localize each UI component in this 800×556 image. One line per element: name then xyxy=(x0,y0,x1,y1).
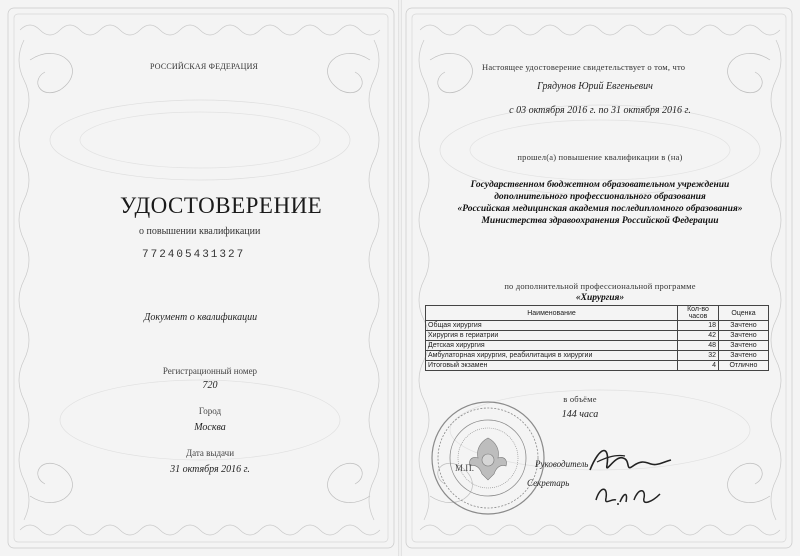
course-name: Общая хирургия xyxy=(426,321,678,331)
table-row xyxy=(426,351,769,361)
table-row xyxy=(426,331,769,341)
official-seal xyxy=(428,398,548,518)
person-name: Грядунов Юрий Евгеньевич xyxy=(537,81,653,92)
course-hours: 48 xyxy=(678,341,719,351)
registration-label: Регистрационный номер xyxy=(162,366,258,376)
program-label: по дополнительной профессиональной программе xyxy=(504,281,696,291)
registration-number: 720 xyxy=(202,380,218,391)
city-label: Город xyxy=(198,406,222,416)
table-row xyxy=(426,341,769,351)
page-fold xyxy=(398,0,402,556)
table-row xyxy=(426,321,769,331)
document-subtitle: о повышении квалификации xyxy=(139,226,261,237)
course-grade: Зачтено xyxy=(719,351,769,361)
institution-line-4: Министерства здравоохранения Российской Федерации xyxy=(481,216,719,226)
course-grade: Отлично xyxy=(719,361,769,371)
institution-line-1: Государственном бюджетном образовательном учреждении xyxy=(470,180,730,190)
intro-text: Настоящее удостоверение свидетельствует о том, что xyxy=(482,62,686,72)
program-name: «Хирургия» xyxy=(575,293,625,303)
volume-value: 144 часа xyxy=(561,409,599,420)
city-value: Москва xyxy=(194,422,226,433)
header-hours: Кол-во часов xyxy=(678,306,719,321)
course-grade: Зачтено xyxy=(719,331,769,341)
document-title: УДОСТОВЕРЕНИЕ xyxy=(120,193,323,218)
table-row xyxy=(426,361,769,371)
passed-text: прошел(а) повышение квалификации в (на) xyxy=(517,152,683,162)
course-name: Детская хирургия xyxy=(426,341,678,351)
document-type: Документ о квалификации xyxy=(144,312,258,323)
secretary-label: Секретарь xyxy=(527,478,570,488)
courses-table xyxy=(425,305,769,371)
secretary-signature-icon xyxy=(590,478,670,510)
course-grade: Зачтено xyxy=(719,321,769,331)
country-name: РОССИЙСКАЯ ФЕДЕРАЦИЯ xyxy=(150,62,259,71)
course-name: Амбулаторная хирургия, реабилитация в хирургии xyxy=(426,351,678,361)
issue-date-label: Дата выдачи xyxy=(185,448,235,458)
issue-date-value: 31 октября 2016 г. xyxy=(170,464,250,475)
header-grade: Оценка xyxy=(719,306,769,321)
course-hours: 18 xyxy=(678,321,719,331)
volume-label: в объёме xyxy=(563,394,597,404)
head-signature-icon xyxy=(585,440,675,480)
course-name: Хирургия в гериатрии xyxy=(426,331,678,341)
table-header-row xyxy=(426,306,769,321)
course-hours: 42 xyxy=(678,331,719,341)
header-name: Наименование xyxy=(426,306,678,321)
document-number: 772405431327 xyxy=(142,249,246,261)
stamp-label: М.П. xyxy=(455,463,475,473)
course-hours: 32 xyxy=(678,351,719,361)
institution-line-2: дополнительного профессионального образования xyxy=(494,192,706,202)
institution-line-3: «Российская медицинская академия последипломного образования» xyxy=(457,204,743,214)
course-name: Итоговый экзамен xyxy=(426,361,678,371)
course-grade: Зачтено xyxy=(719,341,769,351)
head-label: Руководитель xyxy=(535,459,589,469)
course-hours: 4 xyxy=(678,361,719,371)
study-period: с 03 октября 2016 г. по 31 октября 2016 г. xyxy=(509,105,691,116)
